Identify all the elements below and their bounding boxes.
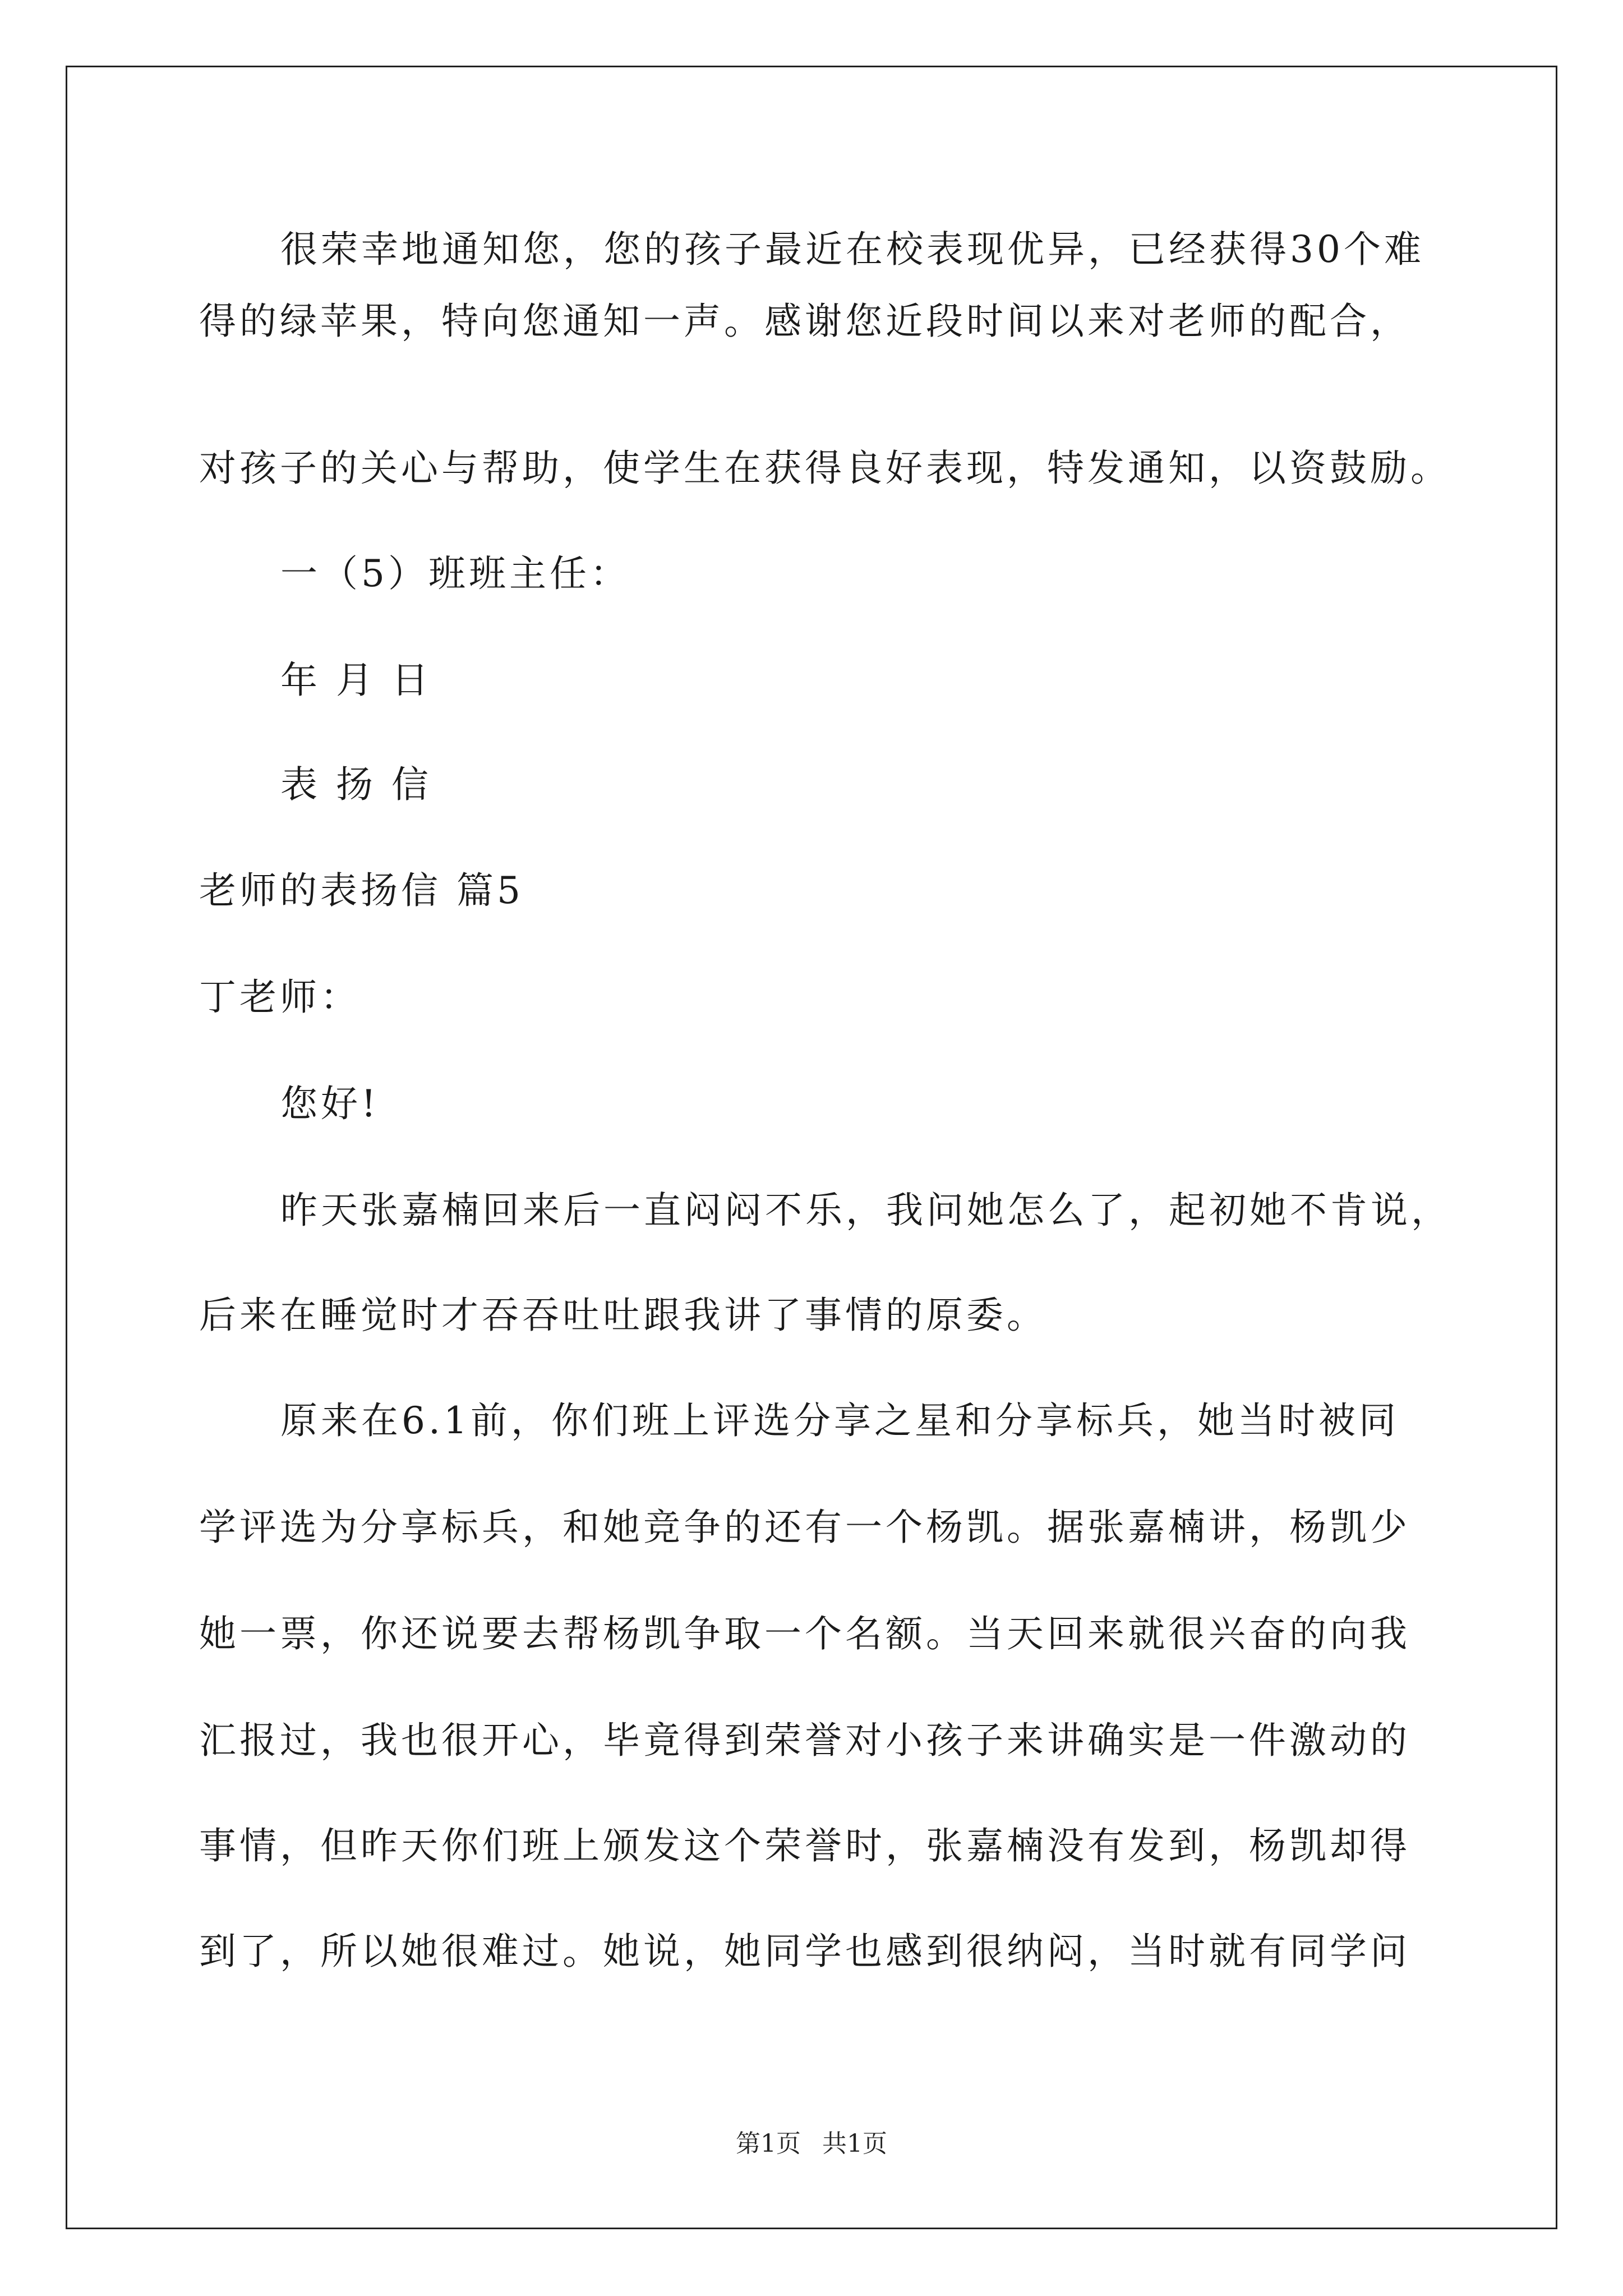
- body-line: 得的绿苹果，特向您通知一声。感谢您近段时间以来对老师的配合，: [199, 300, 1410, 343]
- body-line: 到了，所以她很难过。她说，她同学也感到很纳闷，当时就有同学问: [199, 1930, 1410, 1973]
- page-number: 第1页: [736, 2129, 801, 2158]
- body-line: 对孩子的关心与帮助，使学生在获得良好表现，特发通知，以资鼓励。: [199, 447, 1451, 490]
- date-line: 年 月 日: [280, 659, 432, 702]
- body-line: 汇报过，我也很开心，毕竟得到荣誉对小孩子来讲确实是一件激动的: [199, 1719, 1410, 1762]
- body-line: 很荣幸地通知您，您的孩子最近在校表现优异，已经获得30个难: [280, 228, 1424, 271]
- page-footer: [0, 2129, 1623, 2158]
- body-line: 学评选为分享标兵，和她竞争的还有一个杨凯。据张嘉楠讲，杨凯少: [199, 1506, 1410, 1549]
- salutation: 丁老师：: [199, 976, 361, 1019]
- signature-line: 一（5）班班主任：: [280, 552, 630, 595]
- body-line: 后来在睡觉时才吞吞吐吐跟我讲了事情的原委。: [199, 1294, 1047, 1337]
- body-line: 昨天张嘉楠回来后一直闷闷不乐，我问她怎么了，起初她不肯说，: [280, 1189, 1451, 1232]
- greeting: 您好!: [280, 1082, 380, 1125]
- body-line: 原来在6.1前，你们班上评选分享之星和分享标兵，她当时被同: [280, 1399, 1399, 1442]
- body-line: 她一票，你还说要去帮杨凯争取一个名额。当天回来就很兴奋的向我: [199, 1612, 1410, 1655]
- section-heading: 老师的表扬信 篇5: [199, 869, 524, 912]
- letter-title: 表 扬 信: [280, 763, 432, 806]
- body-line: 事情，但昨天你们班上颁发这个荣誉时，张嘉楠没有发到，杨凯却得: [199, 1824, 1410, 1867]
- page-total: 共1页: [822, 2129, 887, 2158]
- page-border: [66, 66, 1557, 2229]
